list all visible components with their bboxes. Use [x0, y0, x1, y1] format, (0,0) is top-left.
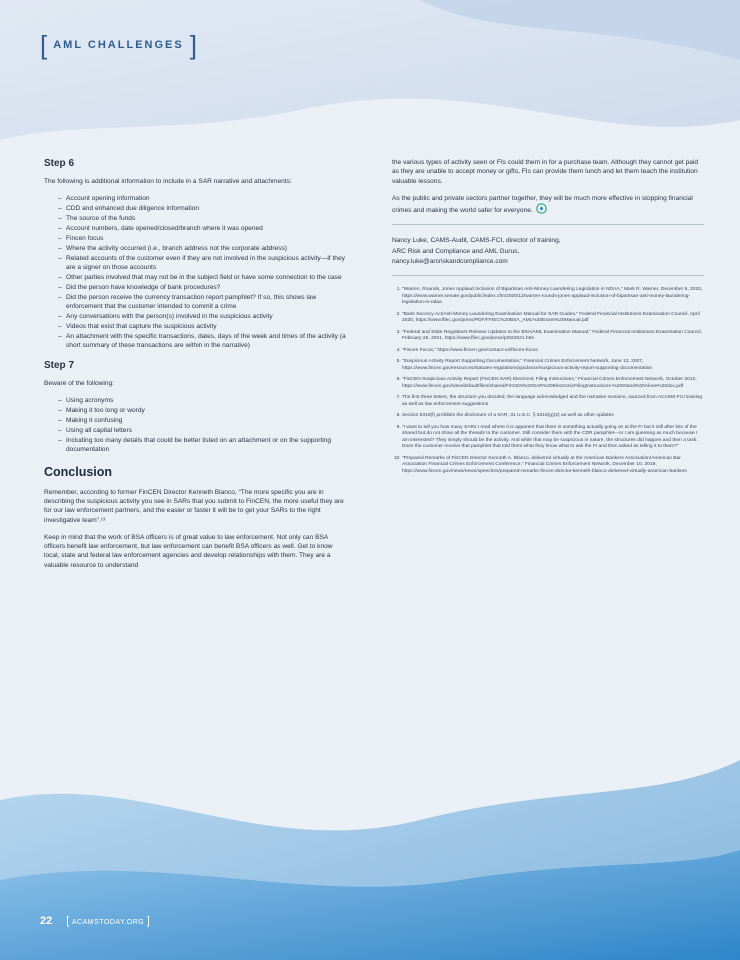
step7-list — [44, 396, 346, 454]
step7-intro: Beware of the following: — [44, 380, 115, 388]
author-organization: ARC Risk and Compliance and AML Gurus, — [392, 247, 520, 255]
paragraph-text: As the public and private sectors partner together, they will be much more effective in stopping financial crimes and making the world safer for everyone. — [392, 194, 693, 215]
left-column — [44, 158, 346, 578]
section-header — [40, 32, 197, 58]
footnote: 10. “Prepared Remarks of FinCEN Director Kenneth A. Blanco, delivered virtually at the American Bankers Association/American Bar Association Financial Crimes Enforcement Conference,” Financial Crimes Enforcement Network, December 10, 2019, https://www.fincen.gov/news/news/speeches/prepared-remarks-fincen-director-kenneth-blanco-delivered-virtually-american-bankers — [402, 456, 704, 476]
list-item: – Other parties involved that may not be in the subject field or have some connection to the case — [58, 273, 346, 282]
author-block — [392, 236, 704, 266]
list-item: – Related accounts of the customer even if they are not involved in the suspicious activity—if they are a signer on those accounts — [58, 254, 346, 273]
step6-heading: Step 6 — [44, 158, 75, 169]
divider — [392, 224, 704, 225]
footnote: 8. Section 5318(f) prohibits the disclosure of a SAR, 31 U.S.C. § 5318(g)(2) as well as other updates — [402, 413, 704, 420]
step6-list — [44, 194, 346, 350]
continued-paragraph-1: the various types of activity seen or FIs could them in for a purchase team. Although they cannot get paid as they are unable to accept money or gifts, FIs can provide them lunch and let them teach the institution valuable lessons. — [392, 159, 699, 185]
left-bracket-icon: [ — [40, 30, 48, 60]
footnote: 4. “Fincen Focus,” https://www.fincen.gov/contact-us/fincen-focus — [402, 348, 704, 355]
list-item: – Account opening information — [58, 194, 346, 203]
right-bracket-icon: ] — [189, 30, 197, 60]
conclusion-paragraph-1: Remember, according to former FinCEN Director Kenneth Blanco, “The more specific you are in describing the suspicious activity you see in SARs that you submit to FinCEN, the more useful they are for our law enforcement partners, and the easier or faster it will be to get your SARs to the right investigative team”.¹³ — [44, 488, 344, 524]
list-item: – Using all capital letters — [58, 426, 346, 435]
list-item: – Any conversations with the person(s) involved in the suspicious activity — [58, 312, 346, 321]
footnotes-list — [392, 287, 704, 475]
acams-end-mark-icon — [536, 203, 547, 214]
list-item: – Where the activity occurred (i.e., branch address not the corporate address) — [58, 244, 346, 253]
list-item: – Using acronyms — [58, 396, 346, 405]
list-item: – Including too many details that could be better listed on an attachment or on the supporting documentation — [58, 436, 346, 455]
footer-site-label: ACAMSTODAY.ORG — [71, 919, 145, 926]
list-item: – An attachment with the specific transactions, dates, days of the week and times of the activity (a short summary of these transactions are within in the narrative) — [58, 332, 346, 351]
footnote: 1. “Warren, Rounds, Jones Applaud Inclusion of Bipartisan Anti-Money Laundering Legislation in NDAA,” Mark R. Warner, December 8, 2020, https://www.warner.senate.gov/public/index.cfm/2020/12/warren-rounds-jones-applaud-inclusion-of-bipartisan-anti-money-laundering-legislation-in-ndaa — [402, 287, 704, 307]
footnote: 6. “FinCEN Suspicious Activity Report (FinCEN SAR) Electronic Filing Instructions,” Financial Crimes Enforcement Network, October 2012, https://www.fincen.gov/sites/default/files/shared/FinCEN%20SAR%20ElectronicFilingInstructions-%20Stand%20Alone%20doc.pdf — [402, 377, 704, 390]
section-label: AML CHALLENGES — [53, 39, 184, 51]
footnote: 2. “Bank Secrecy Act/Anti-Money Laundering Examination Manual for SAR Guides,” Federal Financial Institutions Examination Council, April 2020, https://www.ffiec.gov/press/PDF/FFIEC%20BSA_AML%20Exam%20Manual.pdf — [402, 312, 704, 325]
page-footer — [40, 915, 150, 927]
continued-paragraph-2 — [392, 194, 704, 216]
right-column — [392, 158, 704, 480]
list-item: – Making it too long or wordy — [58, 406, 346, 415]
list-item: – CDD and enhanced due diligence information — [58, 204, 346, 213]
list-item: – The source of the funds — [58, 214, 346, 223]
footnote: 7. The first three letters, the structure you decided, the language acknowledged and the narrative sections, sourced from ACAMS-FCI training as well as law enforcement suggestions — [402, 395, 704, 408]
step6-intro: The following is additional information to include in a SAR narrative and attachments: — [44, 178, 292, 185]
author-email: nancy.luke@arcriskandcompliance.com — [392, 258, 508, 266]
footnote: 9. “I want to tell you how many SARs I read where it is apparent that there is something actually going on at the FI but it still after lots of the shared but do not show all the threads to the customer. Still consider them with the CDR pamphlet—or I am guessing as much because I am interested? They simply should be the activity. And while that may be suspicious in nature, the structures did happen and then a task. Does the customer receive that pamphlet that told them what they know what to ask the FI and then asked as telling it to them?” — [402, 425, 704, 451]
step7-heading: Step 7 — [44, 360, 75, 372]
list-item: – Making it confusing — [58, 416, 346, 425]
footnote: 3. “Federal and State Regulators Release Updates to the BSA/AML Examination Manual,” Federal Financial Institutions Examination Council, February 25, 2021, https://www.ffiec.gov/press/pr022521.htm — [402, 330, 704, 343]
list-item: – Videos that exist that capture the suspicious activity — [58, 322, 346, 331]
divider — [392, 275, 704, 276]
conclusion-heading: Conclusion — [44, 464, 113, 479]
list-item: – Fincen focus — [58, 234, 346, 243]
list-item: – Did the person have knowledge of bank procedures? — [58, 283, 346, 292]
conclusion-paragraph-2: Keep in mind that the work of BSA officers is of great value to law enforcement. Not only can BSA officers benefit law enforcement, but law enforcement can benefit BSA officers as well. Get to know local, state and federal law enforcement agencies and develop relationships with them. They are a valuable resource to understand — [44, 533, 333, 569]
list-item: – Account numbers, date opened/closed/branch where it was opened — [58, 224, 346, 233]
author-name: Nancy Luke, CAMS-Audit, CAMS-FCI, director of training, — [392, 237, 561, 245]
list-item: – Did the person receive the currency transaction report pamphlet? If so, this shows law enforcement that the customer intended to commit a crime — [58, 293, 346, 312]
footer-site: [ ACAMSTODAY.ORG ] — [66, 915, 151, 927]
page-number: 22 — [40, 915, 53, 927]
footnote: 5. “Suspicious Activity Report Supporting Documentation,” Financial Crimes Enforcement Network, June 13, 2007, https://www.fincen.gov/resources/statutes-regulations/guidance/suspicious-activity-report-supporting-documentation — [402, 359, 704, 372]
